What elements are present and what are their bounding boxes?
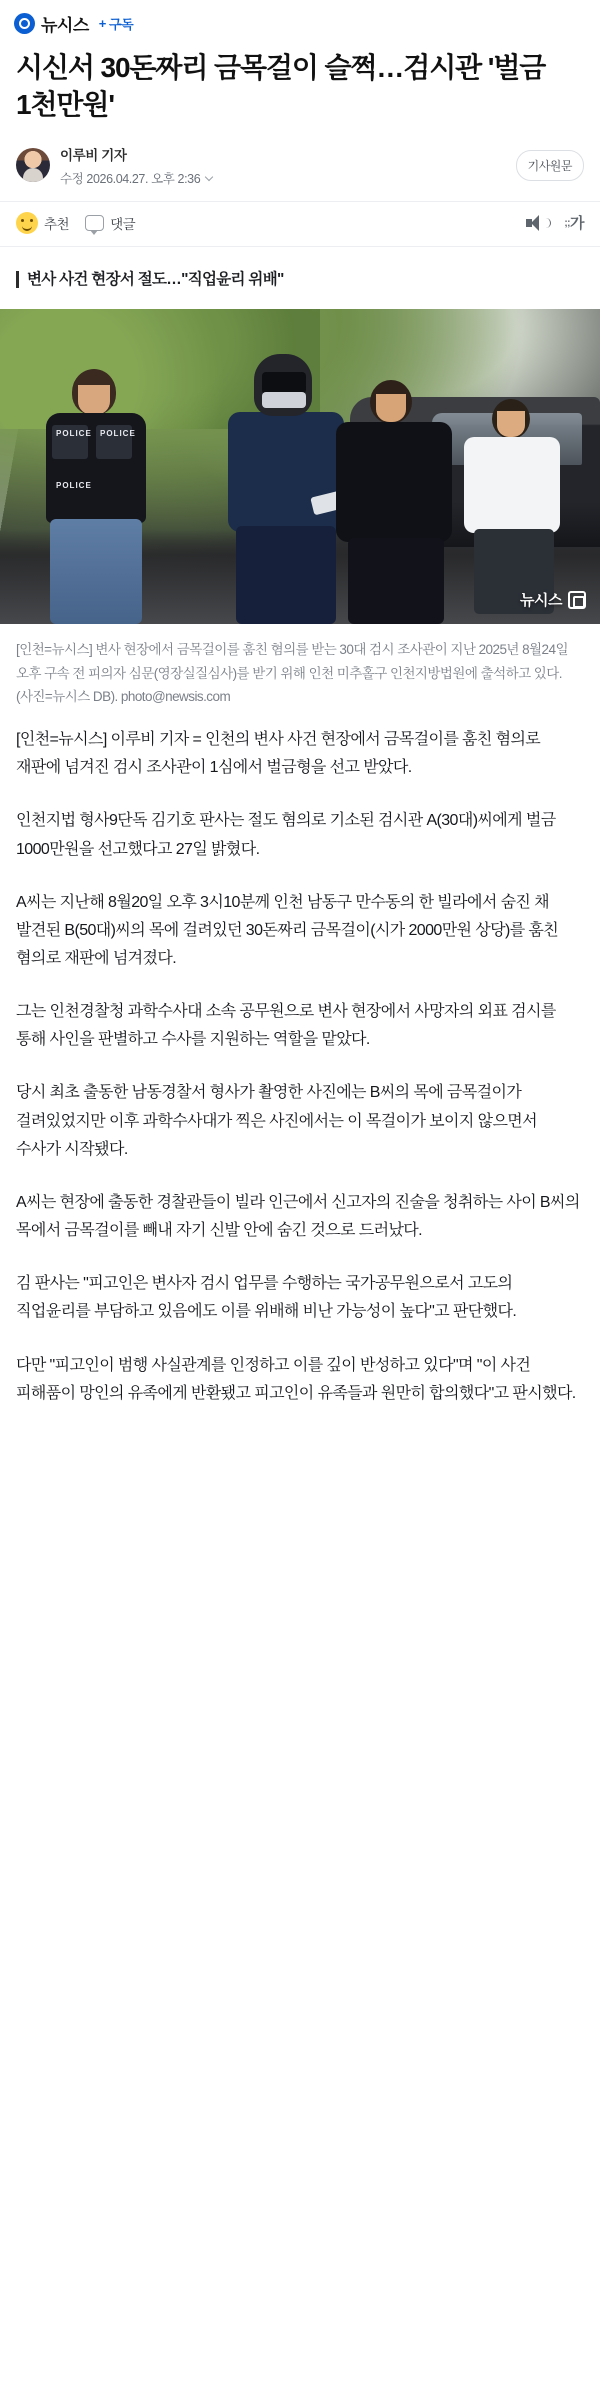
watermark-text: 뉴시스	[520, 592, 562, 610]
photo-person-background	[452, 399, 572, 614]
vest-text: POLICE	[56, 481, 92, 491]
font-size-button[interactable]	[564, 212, 584, 233]
subscribe-button[interactable]	[99, 14, 134, 33]
subscribe-label: 구독	[108, 16, 134, 32]
press-logo-link[interactable]	[14, 11, 89, 36]
body-paragraph: A씨는 현장에 출동한 경찰관들이 빌라 인근에서 신고자의 진술을 청취하는 사이 B씨의 목에서 금목걸이를 빼내 자기 신발 안에 숨긴 것으로 드러났다.	[16, 1193, 580, 1240]
font-size-icon: ;;	[564, 218, 570, 230]
article-body	[0, 726, 600, 1434]
body-paragraph: 당시 최초 출동한 남동경찰서 형사가 촬영한 사진에는 B씨의 목에 금목걸이가 걸려있었지만 이후 과학수사대가 찍은 사진에서는 이 목걸이가 보이지 않으면서 수사가 시작됐다.	[16, 1084, 538, 1158]
watermark-square-icon	[568, 591, 586, 609]
press-name: 뉴시스	[41, 15, 89, 35]
original-article-button[interactable]: 기사원문	[516, 150, 584, 181]
subhead-bar	[16, 271, 19, 288]
speaker-icon[interactable]	[526, 215, 546, 231]
body-paragraph: 그는 인천경찰청 과학수사대 소속 공무원으로 변사 현장에서 사망자의 외표 검시를 통해 사인을 판별하고 수사를 지원하는 역할을 맡았다.	[16, 1003, 556, 1049]
avatar	[16, 148, 50, 182]
comment-bubble-icon	[85, 215, 104, 231]
body-paragraph: 인천지법 형사9단독 김기호 판사는 절도 혐의로 기소된 검시관 A(30대)씨에게 벌금 1000만원을 선고했다고 27일 밝혔다.	[16, 812, 556, 858]
recommend-button[interactable]	[16, 212, 69, 234]
vest-text: POLICE	[56, 429, 92, 439]
article-subhead	[0, 247, 600, 309]
body-paragraph: [인천=뉴시스] 이루비 기자 = 인천의 변사 사건 현장에서 금목걸이를 훔친 혐의로 재판에 넘겨진 검시 조사관이 1심에서 벌금형을 선고 받았다.	[16, 731, 541, 777]
reaction-bar	[0, 201, 600, 247]
recommend-label: 추천	[44, 216, 70, 232]
timestamp: 수정 2026.04.27. 오후 2:36	[60, 171, 201, 186]
vest-text: POLICE	[100, 429, 136, 439]
font-size-label: 가	[570, 215, 584, 233]
photo-watermark	[520, 589, 586, 610]
smiley-icon	[16, 212, 38, 234]
press-header	[0, 0, 600, 46]
body-paragraph: 다만 "피고인이 범행 사실관계를 인정하고 이를 깊이 반성하고 있다"며 "이 사건 피해품이 망인의 유족에게 반환됐고 피고인이 유족들과 원만히 합의했다"고 판시했다.	[16, 1356, 576, 1402]
photo-caption: [인천=뉴시스] 변사 현장에서 금목걸이를 훔친 혐의를 받는 30대 검시 조사관이 지난 2025년 8월24일 오후 구속 전 피의자 심문(영장실질심사)를 받기 위해 인천 미추홀구 인천지방법원에 출석하고 있다. (사진=뉴시스 DB). photo@newsis.com	[16, 642, 568, 704]
byline	[0, 124, 600, 201]
photo-officer-left	[36, 369, 156, 624]
plus-icon: +	[98, 15, 106, 31]
comment-button[interactable]	[85, 213, 135, 233]
speaker-wave-icon	[546, 218, 551, 228]
article-photo	[0, 309, 600, 624]
newsis-logo-icon	[14, 13, 35, 34]
comment-label: 댓글	[110, 216, 136, 232]
reporter-name[interactable]: 이루비 기자	[60, 147, 127, 163]
body-paragraph: A씨는 지난해 8월20일 오후 3시10분께 인천 남동구 만수동의 한 빌라에서 숨진 채 발견된 B(50대)씨의 목에 걸려있던 30돈짜리 금목걸이(시가 2000만원 상당)를 훔친 혐의로 재판에 넘겨졌다.	[16, 893, 559, 967]
photo-officer-right	[330, 374, 470, 624]
chevron-down-icon	[205, 173, 213, 181]
body-paragraph: 김 판사는 "피고인은 변사자 검시 업무를 수행하는 국가공무원으로서 고도의 직업윤리를 부담하고 있음에도 이를 위배해 비난 가능성이 높다"고 판단했다.	[16, 1275, 517, 1321]
timestamp-row[interactable]	[60, 169, 506, 187]
page-title: 시신서 30돈짜리 금목걸이 슬쩍…검시관 '벌금 1천만원'	[16, 52, 546, 120]
subhead-text: 변사 사건 현장서 절도…"직업윤리 위배"	[27, 270, 284, 288]
